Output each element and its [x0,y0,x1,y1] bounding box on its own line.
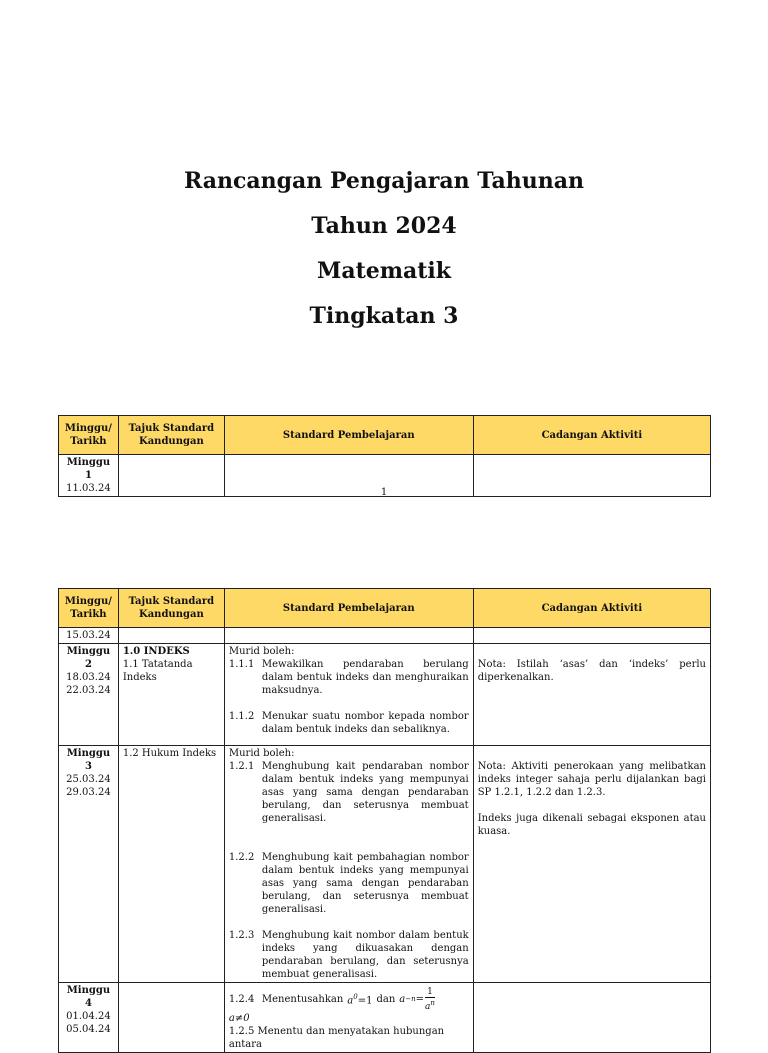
standard-number: 1.2.4 [228,994,255,1005]
topic-main: 1.0 INDEKS [122,646,190,657]
condition-text: a≠0 [228,1013,250,1024]
header-minggu: Minggu/ Tarikh [59,416,119,455]
header-minggu: Minggu/ Tarikh [59,589,119,628]
standard-number: 1.2.1 [228,761,255,772]
learning-standard [229,851,469,916]
week-date-start: 01.04.24 [66,1011,111,1022]
table-row [59,628,711,644]
standard-number: 1.1.1 [228,659,255,670]
table-row-minggu-3 [59,746,711,983]
topic-sub: 1.1 Tatatanda Indeks [122,659,193,683]
week-date-end: 29.03.24 [66,787,111,798]
rpt-table-page2 [58,588,711,1053]
header-tajuk: Tajuk Standard Kandungan [118,589,224,628]
activity-note-2: Indeks juga dikenali sebagai eksponen atau kuasa. [477,813,706,837]
topic-sub: 1.2 Hukum Indeks [122,748,217,759]
header-aktiviti: Cadangan Aktiviti [473,416,710,455]
standard-text: Mewakilkan pendaraban berulang dalam bentuk indeks dan menghuraikan maksudnya. [261,659,469,696]
next-standard: 1.2.5 Menentu dan menyatakan hubungan antara [228,1026,445,1050]
standard-text: Menentusahkan [261,994,344,1005]
standard-number: 1.1.2 [228,711,255,722]
learning-standard [229,984,469,1012]
table-header-row [59,589,711,628]
week-date: 15.03.24 [59,628,119,644]
week-label: Minggu 4 [66,985,111,1009]
week-date-end: 22.03.24 [66,685,111,696]
learning-standard [229,658,469,697]
equation-a0: $a^0=1$ [347,993,373,1007]
header-tajuk: Tajuk Standard Kandungan [118,416,224,455]
learning-standard [229,760,469,825]
week-date-start: 25.03.24 [66,774,111,785]
standard-number: 1.2.3 [228,930,255,941]
week-label: Minggu 1 [66,457,111,481]
page-number: 1 [380,487,388,498]
header-sp: Standard Pembelajaran [224,416,473,455]
title-line-2: Tahun 2024 [311,213,457,239]
table-row-minggu-2 [59,644,711,746]
learning-standard [229,710,469,736]
week-date: 11.03.24 [66,483,111,494]
week-label: Minggu 3 [66,748,111,772]
standard-text: Menghubung kait pendaraban nombor dalam bentuk indeks yang mempunyai asas yang sama dengan pendaraban berulang, dan seterusnya membuat generalisasi. [261,761,469,824]
activity-note: Nota: Aktiviti penerokaan yang melibatkan indeks integer sahaja perlu dijalankan bagi SP 1.2.1, 1.2.2 dan 1.2.3. [477,761,706,798]
document-title-block [0,166,768,346]
standard-number: 1.2.2 [228,852,255,863]
title-line-3: Matematik [316,258,452,284]
header-sp: Standard Pembelajaran [224,589,473,628]
title-line-1: Rancangan Pengajaran Tahunan [183,168,585,194]
week-label: Minggu 2 [66,646,111,670]
learning-standard [229,929,469,981]
standard-text: Menghubung kait nombor dalam bentuk indeks yang dikuasakan dengan pendaraban berulang, dan seterusnya membuat generalisasi. [261,930,469,980]
week-date-end: 05.04.24 [66,1024,111,1035]
activity-note: Nota: Istilah ‘asas’ dan ‘indeks’ perlu diperkenalkan. [477,659,706,683]
week-date-start: 18.03.24 [66,672,111,683]
standard-text: Menghubung kait pembahagian nombor dalam bentuk indeks yang mempunyai asas yang sama dengan pendaraban berulang, dan seterusnya membuat generalisasi. [261,852,469,915]
header-aktiviti: Cadangan Aktiviti [473,589,710,628]
standard-text: Menukar suatu nombor kepada nombor dalam bentuk indeks dan sebaliknya. [261,711,469,735]
dan-text: dan [376,994,396,1005]
table-header-row [59,416,711,455]
equation-a-neg-n: a −n = $\frac{1}{a^n}$ [399,987,435,1012]
murid-boleh: Murid boleh: [228,748,295,759]
rpt-table-page1 [58,415,711,497]
table-row-minggu-4 [59,983,711,1053]
title-line-4: Tingkatan 3 [309,303,459,329]
murid-boleh: Murid boleh: [228,646,295,657]
